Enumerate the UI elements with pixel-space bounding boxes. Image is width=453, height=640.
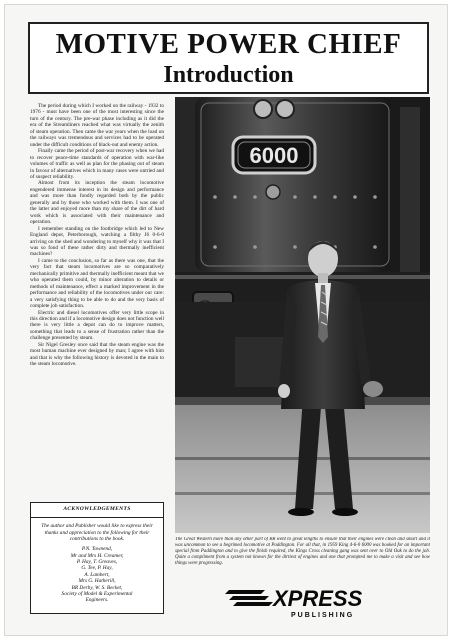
intro-paragraph: Finally came the period of post-war recovery when we had to recover peace-time standards of operation with war-like volumes of traffic as well as plan for the phasing out of steam in favour of alternatives which in many cases were untried and of suspect reliability. [30, 148, 164, 180]
acknowledgements-box [30, 502, 164, 614]
intro-paragraph: The period during which I worked on the railway - 1932 to 1976 - must have been one of the most interesting since the turn of the century. The pre-war phase including as it did the era of the Streamliners reached what was virtually the zenith of steam operation. Then came the war years when the load on the railways was tremendous and services had to be operated under the difficult conditions of black-out and enemy action. [30, 103, 164, 148]
acknowledgements-names [37, 546, 157, 604]
photo-caption: The Great Western more than any other part of BR went to great lengths to ensure that their engines were clean and smart and it was uncommon to see a begrimed locomotive at Paddington. For all that, in 1959 King 4-6-0 6000 was booked for an important special from Paddington and to give the finish required, the Kings Cross cleaning gang was sent over to Old Oak to do the job. Quite a compliment from a system not known for the dirtiest of engines and one that prompted me to make a visit and see how things were progressing. [175, 537, 430, 566]
acknowledgements-body: The author and Publisher would like to express their thanks and appreciation to the following for their contributions to the book. [41, 523, 153, 542]
intro-column [30, 103, 164, 498]
acknowledgement-name: P. Hay, T. Greaves, [76, 559, 118, 565]
acknowledgements-divider [31, 517, 163, 518]
acknowledgement-name: A. Lambert, [84, 571, 110, 578]
intro-paragraph: Electric and diesel locomotives offer very little scope in this direction and if a locomotive design does not function well there is very little a depot can do to improve matters, something that leads to a sense of frustration rather than the challenge presented by steam. [30, 309, 164, 342]
acknowledgement-name: BR Derby, W. S. Becket, [71, 584, 123, 591]
acknowledgement-name: Society of Model & Experimental [61, 591, 133, 598]
publisher-tagline: PUBLISHING [291, 612, 355, 619]
intro-paragraph: Almost from its inception the steam locomotive engendered immense interest in its design and performance and was more than fondly regarded both by the public generally and by those who worked with them. I was one of the latter and enjoyed more than my share of the dirt of hard work which is associated with their maintenance and operation. [30, 180, 164, 226]
acknowledgement-name: Mr and Mrs H. Creamer, [70, 552, 124, 559]
acknowledgements-title: ACKNOWLEDGEMENTS [63, 506, 131, 512]
page-subtitle: Introduction [163, 62, 294, 88]
publisher-logo [225, 582, 395, 622]
intro-paragraph: Sir Nigel Gresley once said that the steam engine was the most human machine ever designed by man; I agree with him and that is why the following history is devoted in the main to the steam locomotive. [30, 341, 164, 368]
intro-paragraph: I remember standing on the footbridge which led to New England depot, Peterborough, watching a filthy J6 0-6-0 arriving on the shed and wondering to myself why it was that I was so fond of these rather dirty and thermally inefficient machines? [30, 225, 164, 258]
page-title: MOTIVE POWER CHIEF [55, 28, 402, 60]
acknowledgement-name: Mrs G. Hatherill, [78, 578, 116, 585]
acknowledgement-name: P.N. Townend, [81, 546, 113, 553]
speed-lines-icon [225, 590, 273, 606]
acknowledgement-name: G. Tee, P. Hay, [81, 565, 113, 572]
title-box [28, 22, 429, 94]
intro-paragraph: I came to the conclusion, so far as there was one, that the very fact that steam locomotives are so comparatively mechanically primitive and thermally inefficient meant that we who operated them could, by minor alteration to details or methods of maintenance, effect a marked improvement in the performance and reliability of the locomotives under our care: a very satisfying thing to be able to do and the very basis of complete job satisfaction. [30, 257, 164, 310]
acknowledgement-name: Engineers. [85, 597, 109, 604]
publisher-name: XPRESS [273, 586, 363, 611]
number-plate-text: 6000 [249, 143, 299, 168]
locomotive-photo [175, 97, 430, 533]
